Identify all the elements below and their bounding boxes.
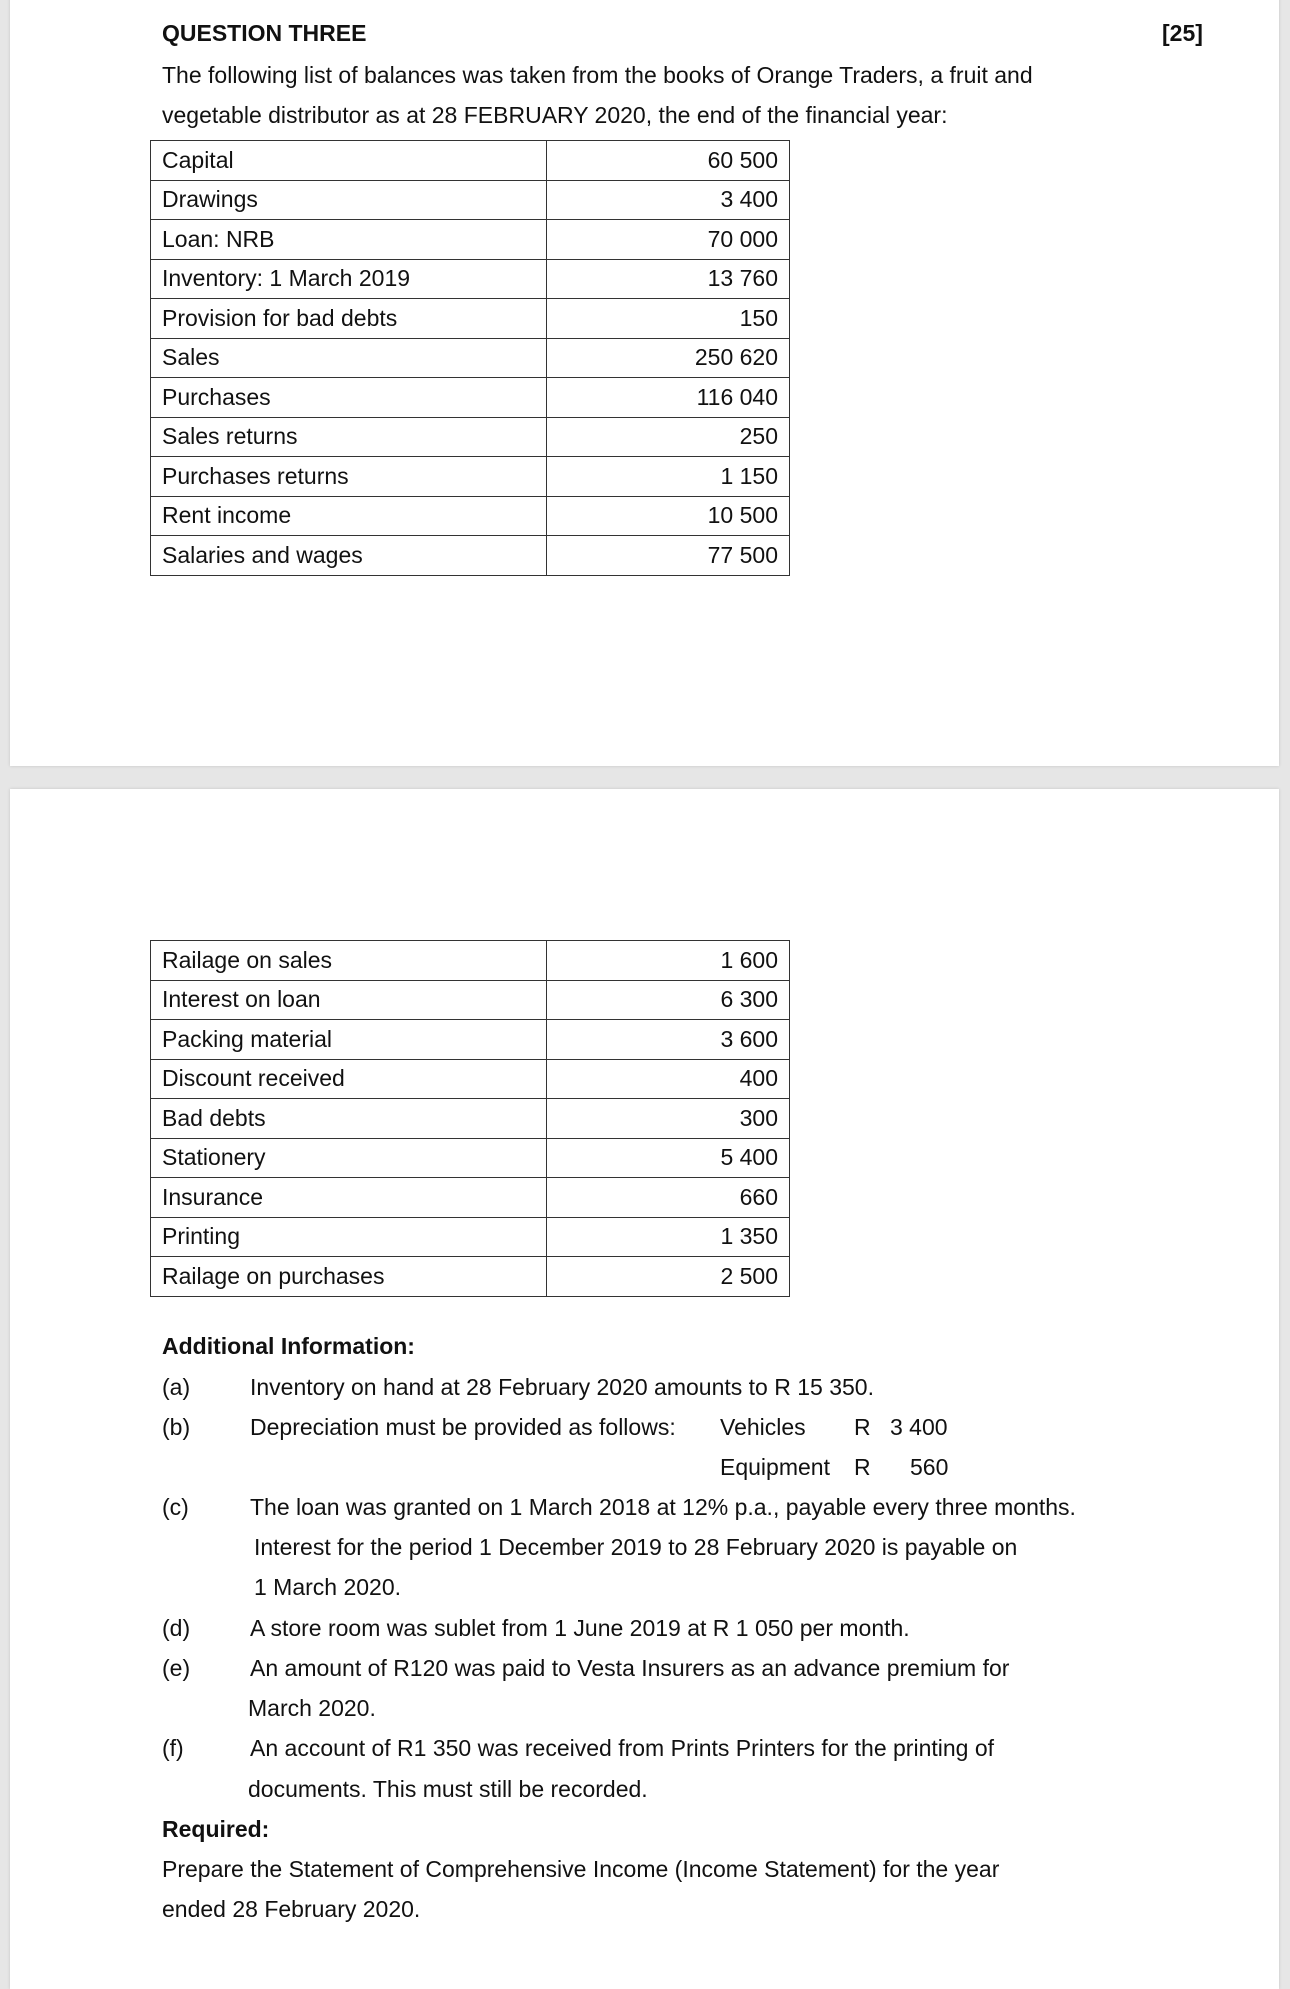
item-a-text: Inventory on hand at 28 February 2020 amounts to R 15 350. (250, 1374, 874, 1400)
required-line-2: ended 28 February 2020. (162, 1896, 421, 1922)
account-amount: 1 150 (547, 457, 790, 497)
account-name: Purchases returns (151, 457, 547, 497)
account-name: Railage on purchases (151, 1257, 547, 1297)
table-row (151, 457, 790, 497)
account-name: Stationery (151, 1138, 547, 1178)
account-amount: 3 600 (547, 1020, 790, 1060)
additional-info-heading: Additional Information: (162, 1333, 415, 1359)
balances-table-1 (150, 140, 790, 576)
table-row (151, 299, 790, 339)
item-f-line-1: An account of R1 350 was received from Prints Printers for the printing of (250, 1735, 995, 1761)
account-amount: 5 400 (547, 1138, 790, 1178)
question-title: QUESTION THREE (162, 20, 367, 46)
item-e-line-2: March 2020. (248, 1695, 376, 1721)
account-amount: 660 (547, 1178, 790, 1218)
table-row (151, 1099, 790, 1139)
account-amount: 6 300 (547, 980, 790, 1020)
table-row (151, 1217, 790, 1257)
table-row (151, 536, 790, 576)
account-name: Purchases (151, 378, 547, 418)
account-amount: 13 760 (547, 259, 790, 299)
table-row (151, 141, 790, 181)
required-line-1: Prepare the Statement of Comprehensive Income (Income Statement) for the year (162, 1856, 1000, 1882)
account-amount: 77 500 (547, 536, 790, 576)
account-name: Inventory: 1 March 2019 (151, 259, 547, 299)
account-amount: 250 (547, 417, 790, 457)
account-name: Salaries and wages (151, 536, 547, 576)
account-amount: 10 500 (547, 496, 790, 536)
account-name: Sales (151, 338, 547, 378)
depreciation-vehicles-label: Vehicles (720, 1414, 806, 1440)
item-d-text: A store room was sublet from 1 June 2019 at R 1 050 per month. (250, 1615, 910, 1641)
item-b-text: Depreciation must be provided as follows: (250, 1414, 676, 1440)
table-row (151, 220, 790, 260)
depreciation-equipment-label: Equipment (720, 1454, 830, 1480)
item-f-label: (f) (162, 1735, 184, 1761)
item-a-label: (a) (162, 1374, 191, 1400)
table-row (151, 338, 790, 378)
account-name: Interest on loan (151, 980, 547, 1020)
account-amount: 400 (547, 1059, 790, 1099)
item-c-label: (c) (162, 1494, 189, 1520)
account-amount: 70 000 (547, 220, 790, 260)
table-row (151, 259, 790, 299)
intro-line-1: The following list of balances was taken from the books of Orange Traders, a fruit and (162, 62, 1033, 88)
account-amount: 250 620 (547, 338, 790, 378)
account-name: Packing material (151, 1020, 547, 1060)
account-amount: 1 600 (547, 941, 790, 981)
table-row (151, 980, 790, 1020)
account-name: Sales returns (151, 417, 547, 457)
table-row (151, 1257, 790, 1297)
account-name: Drawings (151, 180, 547, 220)
table-row (151, 417, 790, 457)
depreciation-vehicles-currency: R (854, 1414, 871, 1440)
account-amount: 1 350 (547, 1217, 790, 1257)
depreciation-equipment-currency: R (854, 1454, 871, 1480)
account-amount: 2 500 (547, 1257, 790, 1297)
table-row (151, 496, 790, 536)
table-row (151, 378, 790, 418)
account-name: Rent income (151, 496, 547, 536)
account-amount: 300 (547, 1099, 790, 1139)
table-row (151, 1020, 790, 1060)
table-row (151, 941, 790, 981)
marks-label: [25] (1162, 20, 1203, 46)
account-name: Capital (151, 141, 547, 181)
account-amount: 60 500 (547, 141, 790, 181)
account-amount: 116 040 (547, 378, 790, 418)
account-name: Loan: NRB (151, 220, 547, 260)
page-two (10, 789, 1279, 1989)
account-amount: 150 (547, 299, 790, 339)
account-amount: 3 400 (547, 180, 790, 220)
account-name: Railage on sales (151, 941, 547, 981)
balances-table-2 (150, 940, 790, 1297)
account-name: Insurance (151, 1178, 547, 1218)
item-b-label: (b) (162, 1414, 191, 1440)
item-c-line-3: 1 March 2020. (254, 1574, 402, 1600)
page-one (10, 0, 1279, 766)
account-name: Bad debts (151, 1099, 547, 1139)
item-c-line-1: The loan was granted on 1 March 2018 at 12% p.a., payable every three months. (250, 1494, 1076, 1520)
required-heading: Required: (162, 1816, 270, 1842)
depreciation-equipment-amount: 560 (910, 1454, 949, 1480)
item-c-line-2: Interest for the period 1 December 2019 to 28 February 2020 is payable on (254, 1534, 1018, 1560)
account-name: Provision for bad debts (151, 299, 547, 339)
item-f-line-2: documents. This must still be recorded. (248, 1776, 648, 1802)
account-name: Printing (151, 1217, 547, 1257)
item-e-line-1: An amount of R120 was paid to Vesta Insurers as an advance premium for (250, 1655, 1010, 1681)
depreciation-vehicles-amount: 3 400 (890, 1414, 948, 1440)
table-row (151, 180, 790, 220)
table-row (151, 1138, 790, 1178)
table-row (151, 1059, 790, 1099)
item-d-label: (d) (162, 1615, 191, 1641)
intro-line-2: vegetable distributor as at 28 FEBRUARY 2020, the end of the financial year: (162, 102, 948, 128)
table-row (151, 1178, 790, 1218)
item-e-label: (e) (162, 1655, 191, 1681)
account-name: Discount received (151, 1059, 547, 1099)
